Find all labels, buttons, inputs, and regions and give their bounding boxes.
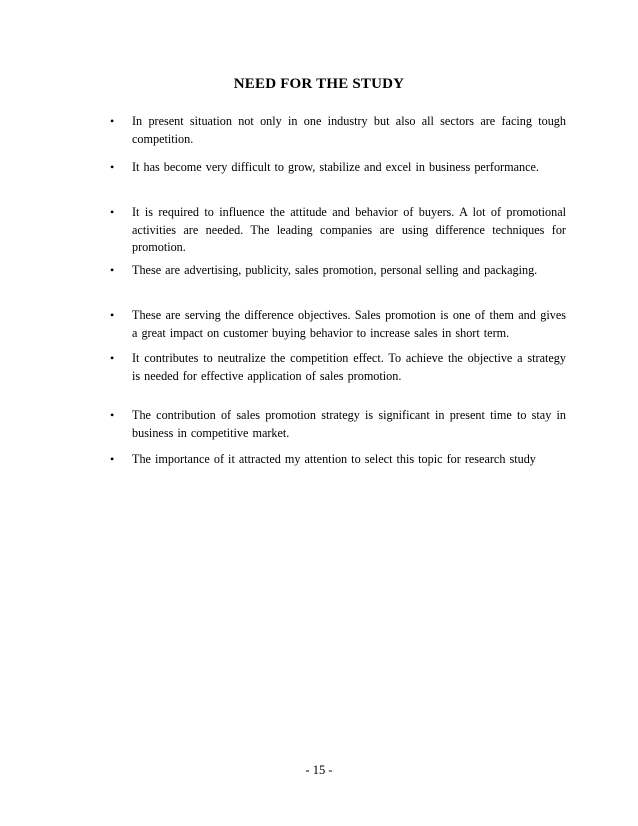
list-item-text: In present situation not only in one industry but also all sectors are facing tough competition. — [132, 114, 566, 146]
bullet-icon: • — [110, 351, 115, 365]
list-item-text: It is required to influence the attitude and behavior of buyers. A lot of promotional activities are needed. The leading companies are using difference techniques for promotion. — [132, 205, 566, 254]
list-item-text: It has become very difficult to grow, stabilize and excel in business performance. — [132, 160, 539, 174]
list-item-text: These are serving the difference objectives. Sales promotion is one of them and gives a great impact on customer buying behavior to increase sales in short term. — [132, 308, 566, 340]
bullet-icon: • — [110, 452, 115, 466]
list-item-text: These are advertising, publicity, sales promotion, personal selling and packaging. — [132, 263, 538, 277]
bullet-icon: • — [110, 205, 115, 219]
page-number: - 15 - — [305, 763, 333, 777]
bullet-icon: • — [110, 160, 115, 174]
bullet-icon: • — [110, 263, 115, 277]
bullet-icon: • — [110, 114, 115, 128]
bullet-icon: • — [110, 408, 115, 422]
list-item-text: The contribution of sales promotion strategy is significant in present time to stay in business in competitive market. — [132, 408, 566, 440]
page-title: NEED FOR THE STUDY — [233, 76, 405, 92]
list-item-text: The importance of it attracted my attention to select this topic for research study — [132, 452, 536, 466]
bullet-icon: • — [110, 308, 115, 322]
list-item-text: It contributes to neutralize the competition effect. To achieve the objective a strategy is needed for effective application of sales promotion. — [132, 351, 566, 383]
